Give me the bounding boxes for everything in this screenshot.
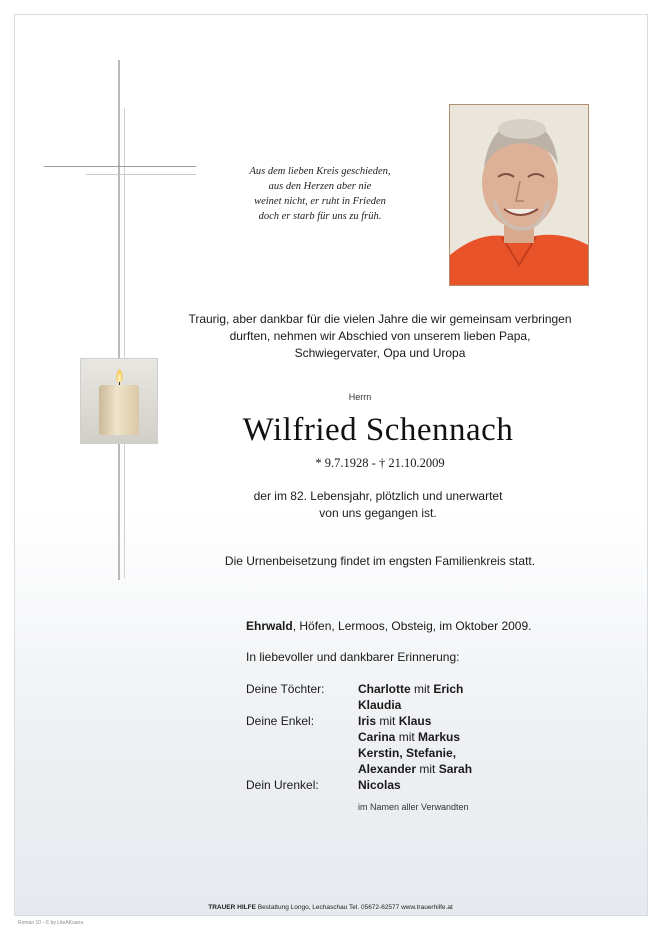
cross-horizontal-line-secondary bbox=[86, 174, 196, 175]
family-row bbox=[246, 697, 576, 713]
portrait-photo bbox=[449, 104, 589, 286]
age-text bbox=[200, 488, 556, 522]
poem-line: weinet nicht, er ruht in Frieden bbox=[254, 196, 386, 207]
member-name: Carina bbox=[358, 730, 396, 744]
burial-notice: Die Urnenbeisetzung findet im engsten Familienkreis statt. bbox=[224, 554, 536, 568]
family-member bbox=[358, 729, 460, 745]
place-rest: , Höfen, Lermoos, Obsteig, im Oktober 2009. bbox=[292, 619, 532, 633]
member-name: Markus bbox=[418, 730, 461, 744]
salutation: Herrn bbox=[348, 392, 372, 402]
candle-image bbox=[80, 358, 158, 444]
family-member bbox=[358, 777, 401, 793]
family-row bbox=[246, 729, 576, 745]
family-member bbox=[358, 745, 456, 761]
member-name: Alexander bbox=[358, 762, 417, 776]
place-main: Ehrwald bbox=[246, 619, 293, 633]
image-credit: Roman 10 - © by LiteAKuana bbox=[18, 920, 84, 926]
member-connector: mit bbox=[376, 714, 399, 728]
intro-text bbox=[170, 311, 590, 362]
member-name: Klaudia bbox=[358, 698, 402, 712]
poem-line: aus den Herzen aber nie bbox=[268, 181, 372, 192]
footer bbox=[0, 904, 661, 911]
poem-line: doch er starb für uns zu früh. bbox=[258, 211, 382, 222]
poem bbox=[220, 164, 420, 224]
life-dates: * 9.7.1928 - † 21.10.2009 bbox=[315, 456, 445, 470]
deceased-name: Wilfried Schennach bbox=[242, 412, 514, 448]
family-member bbox=[358, 681, 463, 697]
place-date bbox=[246, 619, 531, 633]
cross-vertical-line bbox=[118, 60, 120, 580]
relatives-note: im Namen aller Verwandten bbox=[358, 802, 469, 812]
family-member bbox=[358, 761, 472, 777]
member-name: Kerstin, Stefanie, bbox=[358, 746, 457, 760]
age-line: von uns gegangen ist. bbox=[319, 506, 437, 520]
candle-flame-icon bbox=[116, 369, 123, 383]
family-label: Dein Urenkel: bbox=[246, 778, 319, 792]
member-name: Erich bbox=[433, 682, 464, 696]
family-member bbox=[358, 713, 431, 729]
member-connector: mit bbox=[395, 730, 419, 744]
intro-line: Schwiegervater, Opa und Uropa bbox=[294, 346, 466, 360]
family-member bbox=[358, 697, 401, 713]
family-row bbox=[246, 777, 576, 793]
family-row bbox=[246, 713, 576, 729]
memory-line: In liebevoller und dankbarer Erinnerung: bbox=[246, 650, 460, 664]
family-row bbox=[246, 745, 576, 761]
poem-line: Aus dem lieben Kreis geschieden, bbox=[249, 166, 391, 177]
member-name: Iris bbox=[358, 714, 377, 728]
member-name: Sarah bbox=[438, 762, 473, 776]
portrait-illustration bbox=[450, 105, 588, 285]
cross-vertical-line-secondary bbox=[124, 108, 125, 578]
cross-horizontal-line bbox=[44, 166, 196, 167]
member-name: Nicolas bbox=[358, 778, 401, 792]
member-name: Charlotte bbox=[358, 682, 411, 696]
family-label: Deine Enkel: bbox=[246, 714, 315, 728]
member-connector: mit bbox=[410, 682, 434, 696]
footer-brand: TRAUER HILFE bbox=[208, 904, 256, 911]
age-line: der im 82. Lebensjahr, plötzlich und unerwartet bbox=[253, 489, 503, 503]
candle-body bbox=[99, 385, 139, 435]
family-row bbox=[246, 681, 576, 697]
family-label: Deine Töchter: bbox=[246, 682, 325, 696]
family-list bbox=[246, 681, 576, 793]
footer-contact: Bestattung Longo, Lechaschau Tel. 05672-62577 www.trauerhilfe.at bbox=[255, 904, 453, 911]
intro-line: durften, nehmen wir Abschied von unserem lieben Papa, bbox=[229, 329, 531, 343]
intro-line: Traurig, aber dankbar für die vielen Jahre die wir gemeinsam verbringen bbox=[188, 312, 572, 326]
member-connector: mit bbox=[416, 762, 439, 776]
member-name: Klaus bbox=[398, 714, 432, 728]
family-row bbox=[246, 761, 576, 777]
